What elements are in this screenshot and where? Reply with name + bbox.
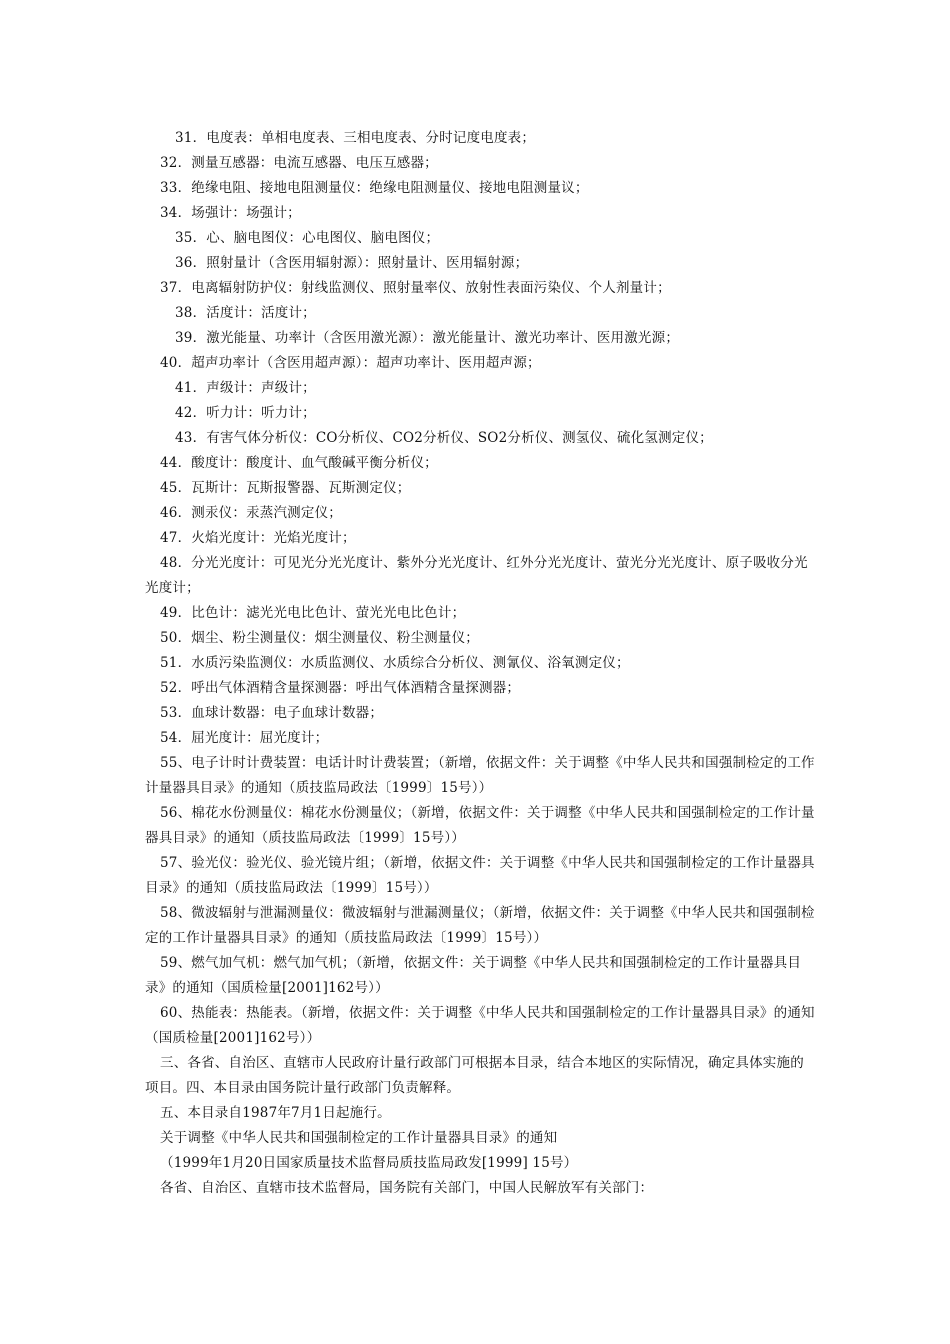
list-item-31: 31．电度表：单相电度表、三相电度表、分时记度电度表； — [175, 130, 536, 146]
list-item-56: 56、棉花水份测量仪：棉花水份测量仪；（新增，依据文件：关于调整《中华人民共和国强制检定的工作计量器具目录》的通知（质技监局政法〔1999〕15号）） — [145, 805, 815, 846]
list-item-45: 45．瓦斯计：瓦斯报警器、瓦斯测定仪； — [160, 480, 411, 496]
notice-salutation: 各省、自治区、直辖市技术监督局，国务院有关部门，中国人民解放军有关部门： — [160, 1180, 654, 1196]
list-item-60: 60、热能表：热能表。（新增，依据文件：关于调整《中华人民共和国强制检定的工作计量器具目录》的通知（国质检量[2001]162号）） — [145, 1005, 815, 1046]
list-item-38: 38．活度计：活度计； — [175, 305, 316, 321]
document-body — [145, 126, 815, 1201]
list-item-35: 35．心、脑电图仪：心电图仪、脑电图仪； — [175, 230, 440, 246]
list-item-48: 48．分光光度计：可见光分光光度计、紫外分光光度计、红外分光光度计、萤光分光光度计、原子吸收分光光度计； — [145, 555, 808, 596]
list-item-33: 33．绝缘电阻、接地电阻测量仪：绝缘电阻测量仪、接地电阻测量议； — [160, 180, 589, 196]
list-item-34: 34．场强计：场强计； — [160, 205, 301, 221]
list-item-58: 58、微波辐射与泄漏测量仪：微波辐射与泄漏测量仪；（新增，依据文件：关于调整《中华人民共和国强制检定的工作计量器具目录》的通知（质技监局政法〔1999〕15号）） — [145, 905, 815, 946]
list-item-52: 52．呼出气体酒精含量探测器：呼出气体酒精含量探测器； — [160, 680, 521, 696]
list-item-40: 40．超声功率计（含医用超声源）：超声功率计、医用超声源； — [160, 355, 541, 371]
list-item-32: 32．测量互感器：电流互感器、电压互感器； — [160, 155, 438, 171]
list-item-44: 44．酸度计：酸度计、血气酸碱平衡分析仪； — [160, 455, 438, 471]
list-item-54: 54．屈光度计：屈光度计； — [160, 730, 329, 746]
list-item-57: 57、验光仪：验光仪、验光镜片组；（新增，依据文件：关于调整《中华人民共和国强制检定的工作计量器具目录》的通知（质技监局政法〔1999〕15号）） — [145, 855, 815, 896]
section-five: 五、本目录自1987年7月1日起施行。 — [160, 1105, 391, 1121]
list-item-42: 42．听力计：听力计； — [175, 405, 316, 421]
list-item-37: 37．电离辐射防护仪：射线监测仪、照射量率仪、放射性表面污染仪、个人剂量计； — [160, 280, 671, 296]
list-item-46: 46．测汞仪：汞蒸汽测定仪； — [160, 505, 342, 521]
section-three-four: 三、各省、自治区、直辖市人民政府计量行政部门可根据本目录，结合本地区的实际情况，确定具体实施的项目。四、本目录由国务院计量行政部门负责解释。 — [145, 1055, 804, 1096]
list-item-50: 50．烟尘、粉尘测量仪：烟尘测量仪、粉尘测量仪； — [160, 630, 479, 646]
list-item-39: 39．激光能量、功率计（含医用激光源）：激光能量计、激光功率计、医用激光源； — [175, 330, 680, 346]
list-item-41: 41．声级计：声级计； — [175, 380, 316, 396]
list-item-53: 53．血球计数器：电子血球计数器； — [160, 705, 384, 721]
list-item-55: 55、电子计时计费装置：电话计时计费装置；（新增，依据文件：关于调整《中华人民共和国强制检定的工作计量器具目录》的通知（质技监局政法〔1999〕15号）） — [145, 755, 815, 796]
list-item-43: 43．有害气体分析仪：CO分析仪、CO2分析仪、SO2分析仪、测氢仪、硫化氢测定仪； — [175, 430, 713, 446]
list-item-59: 59、燃气加气机：燃气加气机；（新增，依据文件：关于调整《中华人民共和国强制检定的工作计量器具目录》的通知（国质检量[2001]162号）） — [145, 955, 802, 996]
notice-date-reference: （1999年1月20日国家质量技术监督局质技监局政发[1999] 15号） — [160, 1155, 578, 1171]
list-item-49: 49．比色计：滤光光电比色计、萤光光电比色计； — [160, 605, 466, 621]
notice-title: 关于调整《中华人民共和国强制检定的工作计量器具目录》的通知 — [160, 1130, 558, 1146]
list-item-47: 47．火焰光度计：光焰光度计； — [160, 530, 356, 546]
list-item-36: 36．照射量计（含医用辐射源）：照射量计、医用辐射源； — [175, 255, 529, 271]
list-item-51: 51．水质污染监测仪：水质监测仪、水质综合分析仪、测氰仪、浴氧测定仪； — [160, 655, 630, 671]
